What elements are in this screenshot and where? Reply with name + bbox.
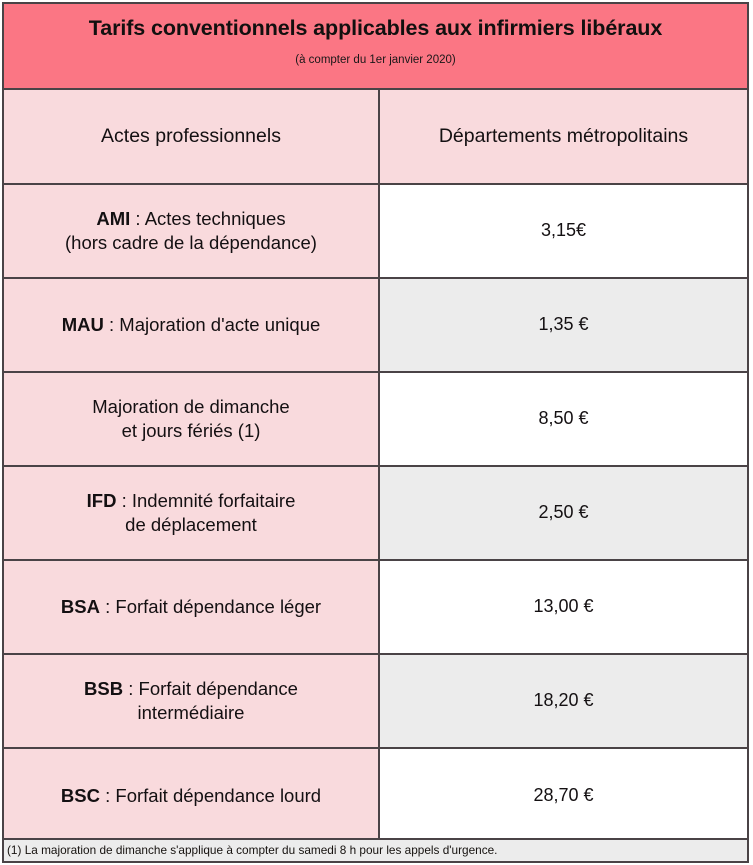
table-row — [4, 654, 747, 748]
act-text-line1: Forfait dépendance léger — [115, 596, 322, 618]
tariff-value: 28,70 € — [379, 748, 747, 842]
column-header-departments: Départements métropolitains — [379, 90, 747, 184]
act-text-line2: (hors cadre de la dépendance) — [65, 232, 317, 253]
tariff-value: 3,15€ — [379, 184, 747, 278]
table-row — [4, 372, 747, 466]
column-header-acts: Actes professionnels — [4, 90, 379, 184]
act-code: AMI — [96, 208, 131, 230]
tariff-value: 8,50 € — [379, 372, 747, 466]
act-separator: : — [99, 596, 116, 618]
table-row — [4, 560, 747, 654]
act-text-line2: et jours fériés (1) — [121, 420, 261, 441]
act-text-line1: Indemnité forfaitaire — [131, 490, 296, 512]
act-text-line1: Majoration de dimanche — [92, 396, 290, 418]
act-separator: : — [99, 784, 116, 806]
table-row — [4, 184, 747, 278]
act-label — [4, 466, 379, 560]
act-code: BSA — [60, 596, 100, 618]
act-label — [4, 184, 379, 278]
table-footnote: (1) La majoration de dimanche s'applique à compter du samedi 8 h pour les appels d'urgence. — [2, 838, 749, 863]
table-row — [4, 466, 747, 560]
act-label — [4, 748, 379, 842]
table-row — [4, 278, 747, 372]
act-text-line2: intermédiaire — [137, 702, 245, 723]
act-separator: : — [130, 208, 145, 230]
act-separator: : — [103, 314, 120, 336]
act-code: BSB — [84, 678, 124, 700]
table-title-band — [4, 4, 747, 90]
act-code: BSC — [60, 784, 100, 806]
act-label — [4, 278, 379, 372]
act-text-line1: Actes techniques — [144, 208, 286, 230]
page-subtitle: (à compter du 1er janvier 2020) — [295, 53, 456, 66]
tariff-value: 13,00 € — [379, 560, 747, 654]
act-code: MAU — [61, 314, 104, 336]
act-separator: : — [116, 490, 132, 512]
act-text-line1: Forfait dépendance lourd — [115, 784, 322, 806]
table-header-row — [4, 90, 747, 184]
act-code: IFD — [86, 490, 117, 512]
table-row — [4, 748, 747, 842]
act-text-line2: de déplacement — [125, 514, 257, 535]
act-label — [4, 372, 379, 466]
act-text-line1: Forfait dépendance — [138, 678, 298, 700]
act-text-line1: Majoration d'acte unique — [119, 314, 321, 336]
act-separator: : — [123, 678, 139, 700]
tariff-grid — [4, 90, 747, 842]
act-label — [4, 560, 379, 654]
tariff-table — [2, 2, 749, 838]
tariff-value: 2,50 € — [379, 466, 747, 560]
tariff-value: 1,35 € — [379, 278, 747, 372]
tariff-value: 18,20 € — [379, 654, 747, 748]
page-title: Tarifs conventionnels applicables aux infirmiers libéraux — [88, 16, 663, 40]
act-label — [4, 654, 379, 748]
